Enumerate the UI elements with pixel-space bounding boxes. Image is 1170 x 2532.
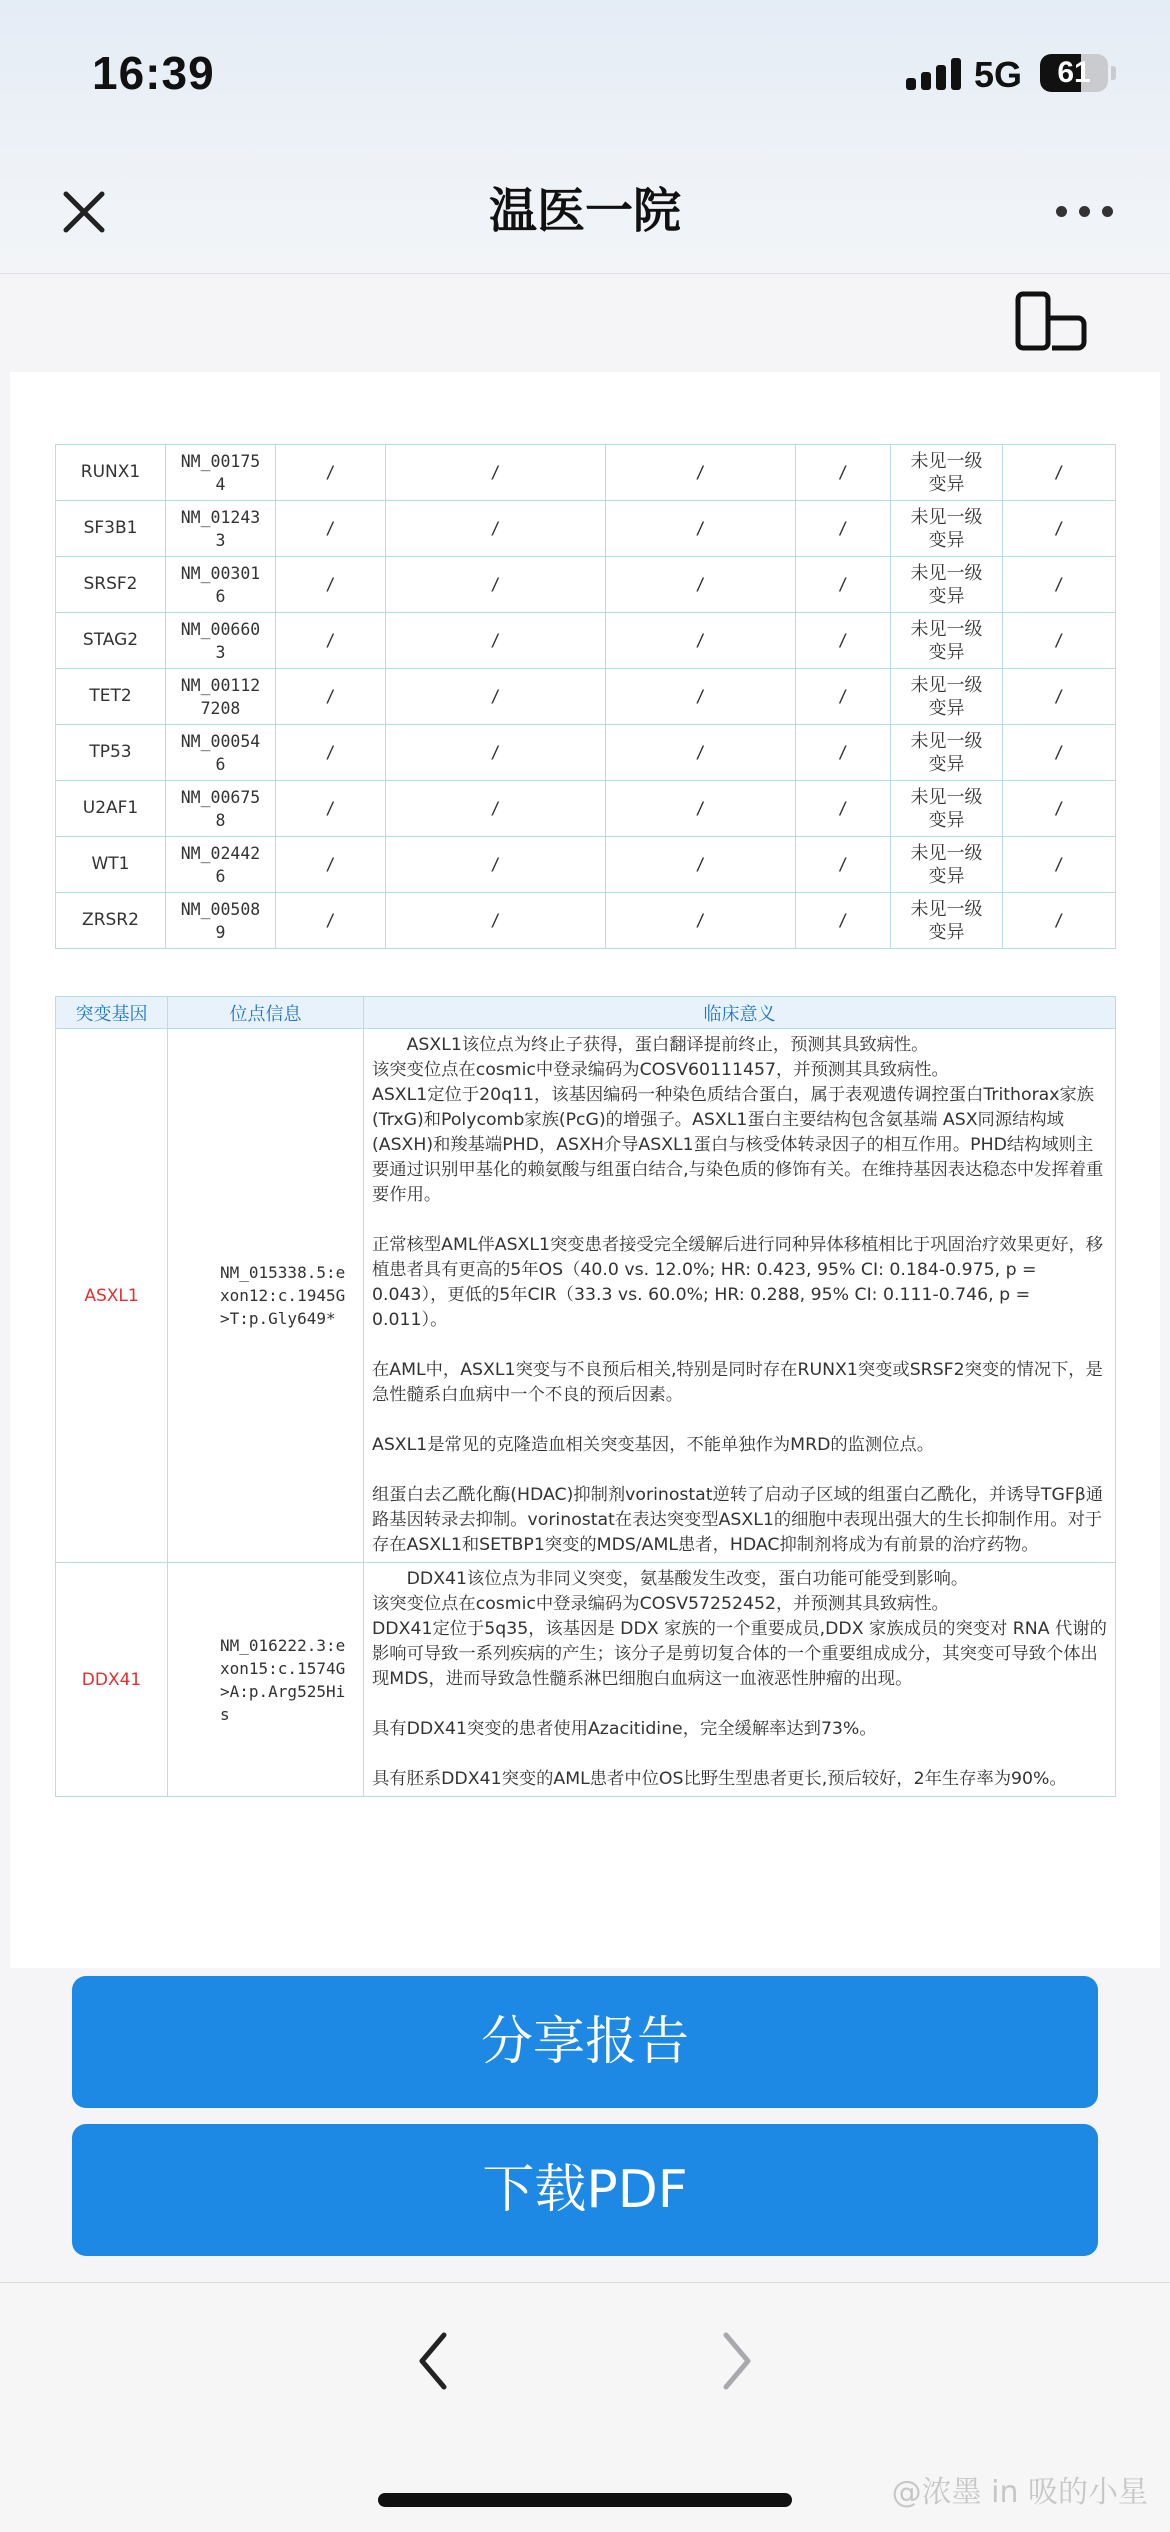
- value-cell: /: [386, 445, 606, 501]
- value-cell: /: [386, 501, 606, 557]
- value-cell: /: [1003, 445, 1116, 501]
- gene-name-cell: SRSF2: [56, 557, 166, 613]
- gene-name-cell: SF3B1: [56, 501, 166, 557]
- header-gene: 突变基因: [56, 997, 168, 1029]
- value-cell: /: [1003, 557, 1116, 613]
- transcript-cell: NM_01243 3: [166, 501, 276, 557]
- report-document: [10, 372, 1160, 1968]
- value-cell: /: [276, 613, 386, 669]
- gene-name-cell: U2AF1: [56, 781, 166, 837]
- value-cell: /: [796, 837, 891, 893]
- value-cell: /: [796, 613, 891, 669]
- more-dots-icon: [1079, 206, 1090, 217]
- table-row: [56, 445, 1116, 501]
- value-cell: /: [1003, 501, 1116, 557]
- value-cell: /: [796, 445, 891, 501]
- significance-paragraph: 具有胚系DDX41突变的AML患者中位OS比野生型患者更长,预后较好，2年生存率为90%。: [372, 1769, 1067, 1789]
- value-cell: /: [1003, 613, 1116, 669]
- clinical-significance-cell: [364, 1029, 1116, 1563]
- value-cell: /: [606, 501, 796, 557]
- transcript-cell: NM_02442 6: [166, 837, 276, 893]
- site-info-cell: NM_015338.5:exon12:c.1945G>T:p.Gly649*: [168, 1029, 364, 1563]
- network-type: 5G: [974, 54, 1023, 95]
- value-cell: /: [606, 781, 796, 837]
- significance-paragraph: 在AML中，ASXL1突变与不良预后相关,特别是同时存在RUNX1突变或SRSF2突变的情况下，是急性髓系白血病中一个不良的预后因素。: [372, 1360, 1103, 1405]
- table-row: [56, 725, 1116, 781]
- page-title: 温医一院: [488, 183, 681, 239]
- bottom-toolbar: [0, 2282, 1170, 2532]
- more-dots-icon: [1056, 206, 1067, 217]
- value-cell: /: [386, 893, 606, 949]
- home-indicator[interactable]: [378, 2493, 792, 2507]
- gene-name-cell: STAG2: [56, 613, 166, 669]
- result-cell: 未见一级 变异: [891, 893, 1003, 949]
- result-cell: 未见一级 变异: [891, 613, 1003, 669]
- value-cell: /: [386, 613, 606, 669]
- transcript-cell: NM_00054 6: [166, 725, 276, 781]
- value-cell: /: [606, 613, 796, 669]
- significance-paragraph: ASXL1该位点为终止子获得，蛋白翻译提前终止，预测其具致病性。 该突变位点在cosmic中登录编码为COSV60111457，并预测其具致病性。 ASXL1定位于20q11，该基因编码一种染色质结合蛋白，属于表观遗传调控蛋白Trithorax家族(TrxG)和Polycomb家族(PcG)的增强子。ASXL1蛋白主要结构包含氨基端 ASX同源结构域(ASXH)和羧基端PHD，ASXH介导ASXL1蛋白与核受体转录因子的相互作用。PHD结构域则主要通过识别甲基化的赖氨酸与组蛋白结合,与染色质的修饰有关。在维持基因表达稳态中发挥着重要作用。: [372, 1035, 1104, 1205]
- table-row: [56, 781, 1116, 837]
- gene-name-cell: TP53: [56, 725, 166, 781]
- result-cell: 未见一级 变异: [891, 445, 1003, 501]
- significance-paragraph: 组蛋白去乙酰化酶(HDAC)抑制剂vorinostat逆转了启动子区域的组蛋白乙酰化，并诱导TGFβ通路基因转录去抑制。vorinostat在表达突变型ASXL1的细胞中表现出强大的生长抑制作用。对于存在ASXL1和SETBP1突变的MDS/AML患者，HDAC抑制剂将成为有前景的治疗药物。: [372, 1485, 1104, 1555]
- rotate-screen-button[interactable]: [1012, 290, 1092, 354]
- value-cell: /: [1003, 781, 1116, 837]
- value-cell: /: [796, 557, 891, 613]
- value-cell: /: [606, 669, 796, 725]
- header-site: 位点信息: [168, 997, 364, 1029]
- value-cell: /: [386, 781, 606, 837]
- chevron-right-icon: [700, 2323, 770, 2399]
- transcript-cell: NM_00112 7208: [166, 669, 276, 725]
- more-dots-icon: [1102, 206, 1113, 217]
- value-cell: /: [276, 445, 386, 501]
- value-cell: /: [796, 781, 891, 837]
- value-cell: /: [606, 837, 796, 893]
- value-cell: /: [1003, 725, 1116, 781]
- clinical-significance-table: [55, 996, 1116, 1797]
- value-cell: /: [276, 893, 386, 949]
- value-cell: /: [1003, 893, 1116, 949]
- value-cell: /: [386, 837, 606, 893]
- value-cell: /: [276, 557, 386, 613]
- transcript-cell: NM_00508 9: [166, 893, 276, 949]
- value-cell: /: [606, 557, 796, 613]
- transcript-cell: NM_00301 6: [166, 557, 276, 613]
- significance-row: [56, 1563, 1116, 1797]
- value-cell: /: [606, 893, 796, 949]
- value-cell: /: [606, 445, 796, 501]
- result-cell: 未见一级 变异: [891, 781, 1003, 837]
- transcript-cell: NM_00675 8: [166, 781, 276, 837]
- value-cell: /: [276, 501, 386, 557]
- forward-button[interactable]: [700, 2323, 770, 2399]
- result-cell: 未见一级 变异: [891, 725, 1003, 781]
- result-cell: 未见一级 变异: [891, 669, 1003, 725]
- status-time: 16:39: [92, 47, 215, 99]
- table-row: [56, 893, 1116, 949]
- table-row: [56, 837, 1116, 893]
- site-info-cell: NM_016222.3:exon15:c.1574G>A:p.Arg525His: [168, 1563, 364, 1797]
- value-cell: /: [386, 557, 606, 613]
- chevron-left-icon: [400, 2323, 470, 2399]
- table-row: [56, 557, 1116, 613]
- value-cell: /: [796, 893, 891, 949]
- value-cell: /: [276, 837, 386, 893]
- significance-row: [56, 1029, 1116, 1563]
- nav-bar: [0, 150, 1170, 274]
- significance-paragraph: DDX41该位点为非同义突变，氨基酸发生改变，蛋白功能可能受到影响。 该突变位点在cosmic中登录编码为COSV57252452，并预测其具致病性。 DDX41定位于5q35，该基因是 DDX 家族的一个重要成员,DDX 家族成员的突变对 RNA 代谢的影响可导致一系列疾病的产生；该分子是剪切复合体的一个重要组成成分，其突变可导致个体出现MDS，进而导致急性髓系淋巴细胞白血病这一血液恶性肿瘤的出现。: [372, 1569, 1107, 1689]
- transcript-cell: NM_00660 3: [166, 613, 276, 669]
- value-cell: /: [276, 669, 386, 725]
- table-row: [56, 501, 1116, 557]
- significance-paragraph: ASXL1是常见的克隆造血相关突变基因，不能单独作为MRD的监测位点。: [372, 1435, 935, 1455]
- share-report-button[interactable]: 分享报告: [72, 1976, 1098, 2108]
- battery-icon: [1040, 54, 1108, 92]
- value-cell: /: [796, 725, 891, 781]
- gene-name-cell: ZRSR2: [56, 893, 166, 949]
- battery-tip: [1111, 66, 1116, 80]
- value-cell: /: [796, 501, 891, 557]
- battery-level: 61: [1057, 56, 1091, 89]
- clinical-significance-cell: [364, 1563, 1116, 1797]
- gene-name-cell: TET2: [56, 669, 166, 725]
- rotate-device-icon: [1012, 290, 1092, 354]
- table-row: [56, 613, 1116, 669]
- gene-table: [55, 444, 1116, 949]
- table-row: [56, 669, 1116, 725]
- value-cell: /: [606, 725, 796, 781]
- watermark: @浓墨 in 吸的小星: [891, 2475, 1148, 2510]
- transcript-cell: NM_00175 4: [166, 445, 276, 501]
- significance-paragraph: 具有DDX41突变的患者使用Azacitidine，完全缓解率达到73%。: [372, 1719, 877, 1739]
- gene-name-cell: WT1: [56, 837, 166, 893]
- mutation-gene-cell: ASXL1: [56, 1029, 168, 1563]
- result-cell: 未见一级 变异: [891, 557, 1003, 613]
- result-cell: 未见一级 变异: [891, 837, 1003, 893]
- value-cell: /: [386, 725, 606, 781]
- app-header: [0, 0, 1170, 274]
- value-cell: /: [1003, 837, 1116, 893]
- back-button[interactable]: [400, 2323, 470, 2399]
- value-cell: /: [1003, 669, 1116, 725]
- value-cell: /: [796, 669, 891, 725]
- value-cell: /: [386, 669, 606, 725]
- header-significance: 临床意义: [364, 997, 1116, 1029]
- result-cell: 未见一级 变异: [891, 501, 1003, 557]
- mutation-gene-cell: DDX41: [56, 1563, 168, 1797]
- value-cell: /: [276, 781, 386, 837]
- status-bar: [0, 0, 1170, 150]
- cellular-signal-icon: [906, 56, 962, 90]
- value-cell: /: [276, 725, 386, 781]
- more-button[interactable]: [1050, 190, 1120, 234]
- significance-paragraph: 正常核型AML伴ASXL1突变患者接受完全缓解后进行同种异体移植相比于巩固治疗效果更好，移植患者具有更高的5年OS（40.0 vs. 12.0%; HR: 0.423, 95% CI: 0.184-0.975, p = 0.043），更低的5年CIR（33.3 vs. 60.0%; HR: 0.288, 95% CI: 0.111-0.746, p = 0.011）。: [372, 1235, 1104, 1330]
- gene-name-cell: RUNX1: [56, 445, 166, 501]
- download-pdf-button[interactable]: 下载PDF: [72, 2124, 1098, 2256]
